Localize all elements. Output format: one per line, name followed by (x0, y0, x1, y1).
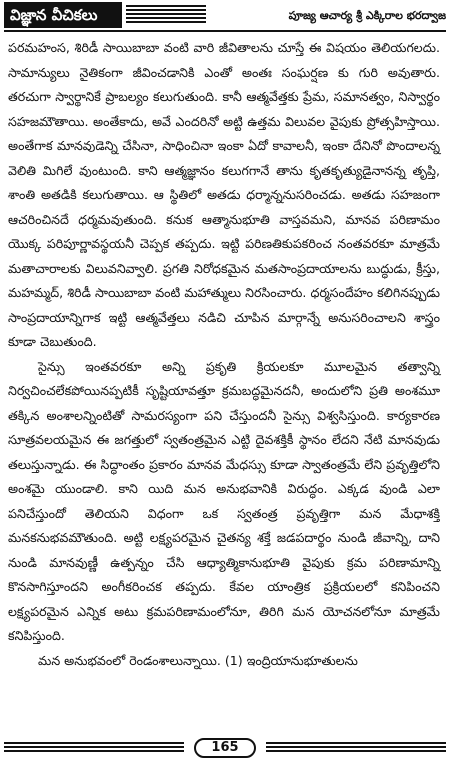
body-text (8, 36, 440, 673)
header-stripes-decoration (126, 5, 206, 25)
page-number: 165 (194, 738, 256, 758)
paragraph-3: మన అనుభవంలో రెండంశాలున్నాయి. (1) ఇంద్రియానుభూతులను (38, 652, 358, 668)
page-header (4, 2, 446, 32)
page-footer (4, 738, 446, 758)
footer-stripes-left (4, 742, 184, 754)
book-title: విజ్ఞాన వీచికలు (4, 2, 122, 28)
paragraph-1: పరమహంస, శిరిడీ సాయిబాబా వంటి వారి జీవితాలను చూస్తే ఈ విషయం తెలియగలదు. సామాన్యులు నైతికంగా జీవించడానికి ఎంతో అంతః సంఘర్షణ కు గురి అవుతారు. తరచుగా స్వార్థానికే ప్రాబల్యం కలుగుతుంది. కానీ ఆత్మవేత్తకు ప్రేమ, సమానత్వం, నిస్వార్థం సహజమౌతాయి. అంతేకాదు, అవే ఎందరినో అట్టి ఉత్తమ విలువల వైపుకు ప్రోత్సహిస్తాయి. అంతేగాక మానవుడెన్ని చేసినా, సాధించినా ఇంకా ఏదో కావాలనీ, ఇంకా దేనినో పొందాలన్న వెలితి మిగిలే వుంటుంది. కాని ఆత్మజ్ఞానం కలుగగానే తాను కృతకృత్యుడైనానన్న తృప్తి, శాంతి అతడికి కలుగుతాయి. ఆ స్థితిలో అతడు ధర్మాన్ననుసరించడు. అతడు సహజంగా ఆచరించినదే ధర్మమవుతుంది. కనుక ఆత్మానుభూతి వాస్తవమని, మానవ పరిణామం యొక్క పరిపూర్ణావస్థయనీ చెప్పక తప్పదు. ఇట్టి పరిణతికుపకరించ నంతవరకూ మాత్రమే మతాచారాలకు విలువనివ్వాలి. ప్రగతి నిరోధకమైన మతసాంప్రదాయాలను బుద్ధుడు, క్రీస్తు, మహమ్మద్, శిరిడీ సాయిబాబా వంటి మహాత్ములు నిరసించారు. ధర్మసందేహం కలిగినప్పుడు సాంప్రదాయాన్నిగాక ఇట్టి ఆత్మవేత్తలు నడిచి చూపిన మార్గాన్నే అనుసరించాలని శాస్త్రం కూడా చెబుతుంది. (8, 40, 440, 349)
author-name: పూజ్య ఆచార్య శ్రీ ఎక్కిరాల భరద్వాజ (288, 9, 446, 22)
footer-stripes-right (266, 742, 446, 754)
header-rule (4, 30, 446, 32)
paragraph-2: సైన్సు ఇంతవరకూ అన్ని ప్రకృతి క్రియలకూ మూలమైన తత్వాన్ని నిర్వచించలేకపోయినప్పటికీ సృష్టియావత్తూ క్రమబద్ధమైనదనీ, అందులోని ప్రతి అంశమూ తక్కిన అంశాలన్నింటితో సామరస్యంగా పని చేస్తుందనీ సైన్సు విశ్వసిస్తుంది. కార్యకారణ సూత్రవలయమైన ఈ జగత్తులో స్వతంత్రమైన ఎట్టి దైవశక్తికీ స్థానం లేదని నేటి మానవుడు తలుస్తున్నాడు. ఈ సిద్ధాంతం ప్రకారం మానవ మేధస్సు కూడా స్వాతంత్రమే లేని ప్రవృత్తిలోని అంశమై యుండాలి. కాని యిది మన అనుభవానికి విరుద్ధం. ఎక్కడ వుండి ఎలా పనిచేస్తుందో తెలియని విధంగా ఒక స్వతంత్ర ప్రవృత్తిగా మన మేధాశక్తి మనకనుభవమౌతుంది. అట్టి లక్ష్యపరమైన చైతన్య శక్తే జడపదార్థం నుండి జీవాన్ని, దాని నుండి మానవుణ్ణీ ఉత్పన్నం చేసి ఆధ్యాత్మికానుభూతి వైపుకు క్రమ పరిణామాన్ని కొనసాగిస్తూందని అంగీకరించక తప్పదు. కేవల యాంత్రిక ప్రక్రియలలో కనిపించని లక్ష్యపరమైన ఎన్నిక అటు క్రమపరిణామంలోనూ, తిరిగి మన యోచనలోనూ మాత్రమే కనిపిస్తుంది. (8, 358, 440, 643)
